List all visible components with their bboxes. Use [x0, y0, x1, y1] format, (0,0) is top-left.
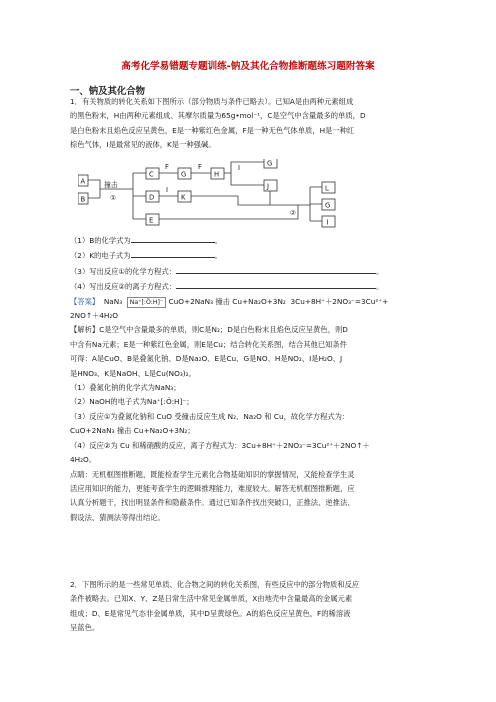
explain-line: 4H₂O。: [70, 455, 97, 465]
subquestion-3: （3）写出反应①的化学方程式： 。: [70, 264, 440, 279]
answer-2: Na⁺[:Ö:H]⁻: [127, 297, 166, 308]
analysis-line: 中含有Na元素；E是一种紫红色金属，则E是Cu；结合转化关系图，结合其他已知条件: [70, 339, 347, 349]
answer-blank[interactable]: [131, 233, 215, 243]
text-line: 呈蓝色。: [70, 623, 100, 633]
subquestion-text: （4）写出反应②的离子方程式：: [70, 282, 177, 292]
text-line: 的黑色粉末，H由两种元素组成、其摩尔质量为65g•mol⁻¹，C是空气中含量最多的单质，D: [70, 111, 366, 121]
text-line: 棕色气体，I是最常见的液体，K是一种强碱。: [70, 140, 216, 150]
explain-line: （2）NaOH的电子式为Na⁺[:Ö:H]⁻；: [70, 397, 194, 407]
node-G-3-label: G: [325, 201, 331, 210]
answer-4: 3Cu+8H⁺＋2NO₃⁻=3Cu²⁺+: [290, 296, 389, 306]
label-impact: 撞击: [104, 181, 118, 189]
node-C-label: C: [149, 170, 154, 179]
label-I: I: [166, 186, 169, 194]
note-line: 认真分析题干，找出明显条件和隐蔽条件。通过已知条件找出突破口，正推法、逆推法、: [70, 498, 355, 508]
label-I-2: I: [238, 164, 241, 172]
node-G-2-label: G: [267, 159, 273, 168]
subquestion-text: （2）K的电子式为: [70, 251, 131, 261]
node-H-label: H: [214, 170, 220, 179]
node-J: [264, 180, 277, 191]
label-F-2: F: [198, 163, 202, 171]
node-B-label: B: [80, 195, 86, 204]
note-line: 活应用知识的能力，更能考查学生的逻辑推理能力，难度较大。解答无机框图推断题，应: [70, 483, 355, 493]
text-line: 条件被略去。已知X、Y、Z是日常生活中常见金属单质，X由地壳中含量最高的金属元素: [70, 594, 353, 604]
subquestion-1: （1）B的化学式为 。: [70, 233, 440, 248]
page-title: 高考化学易错题专题训练-钠及其化合物推断题练习题附答案: [121, 61, 375, 72]
analysis-line: 可得：A是CuO、B是叠氮化钠、D是Na₂O、E是Cu、G是NO、H是NO₂、I是H₂O、J: [70, 354, 343, 364]
label-F: F: [165, 163, 169, 171]
branch-CDE: [133, 173, 146, 219]
explain-line: （4）反应②为 Cu 和稀硝酸的反应，离子方程式为：3Cu+8H⁺＋2NO₃⁻=3Cu²⁺＋2NO↑＋: [70, 440, 370, 450]
answer-line: [70, 295, 440, 309]
subquestion-4: （4）写出反应②的离子方程式： 。: [70, 279, 440, 294]
explain-line: （3）反应①为叠氮化钠和 CuO 受撞击反应生成 N₂、Na₂O 和 Cu，故化学方程式为：: [70, 411, 350, 421]
subquestion-2: （2）K的电子式为 。: [70, 248, 440, 263]
section-heading: 一、钠及其化合物: [70, 86, 146, 97]
arrow-H-JG: [224, 162, 264, 185]
node-L-label: L: [325, 184, 329, 193]
analysis-line: 【解析】C是空气中含量最多的单质，则C是N₂；D是白色粉末且焰色反应呈黄色，则D: [70, 325, 348, 335]
subquestion-text: （1）B的化学式为: [70, 236, 131, 245]
node-G-label: G: [181, 170, 187, 179]
node-K-label: K: [181, 193, 186, 202]
explain-line: CuO+2NaN₃ 撞击 Cu+Na₂O+3N₂；: [70, 426, 195, 436]
answer-blank[interactable]: [176, 264, 376, 274]
node-D-label: D: [149, 193, 155, 202]
node-I-label: I: [326, 218, 329, 227]
text-line: 1．有关物质的转化关系如下图所示（部分物质与条件已略去）。已知A是由两种元素组成: [70, 97, 354, 106]
text-line: 是白色粉末且焰色反应呈黄色，E是一种紫红色金属，F是一种无色气体单质，H是一种红: [70, 125, 355, 135]
node-E-label: E: [149, 216, 154, 225]
node-J-label: J: [267, 182, 270, 191]
note-line: 假设法、猜测法等得出结论。: [70, 512, 165, 522]
analysis-line: 是HNO₃、K是NaOH、L是Cu(NO₃)₂。: [70, 368, 196, 378]
subquestion-text: （3）写出反应①的化学方程式：: [70, 266, 177, 276]
branch-LGI: [298, 187, 322, 221]
answer-3: CuO+2NaN₃ 撞击 Cu+Na₂O+3N₂: [168, 296, 286, 306]
reaction-flow-diagram: [78, 159, 344, 229]
question-1-subquestions: [70, 233, 440, 525]
explain-line: （1）叠氮化钠的化学式为NaN₃；: [70, 383, 181, 393]
label-reaction-2: ②: [290, 209, 297, 217]
node-A-label: A: [80, 177, 86, 186]
question-1-stem: [70, 95, 440, 153]
text-line: 2．下图所示的是一些常见单质、化合物之间的转化关系图，有些反应中的部分物质和反应: [70, 580, 360, 589]
text-line: 组成；D、E是常见气态非金属单质，其中D呈黄绿色。A的焰色反应呈黄色，F的稀溶液: [70, 608, 351, 618]
label-reaction-1: ①: [110, 194, 117, 202]
answer-tag: 【答案】: [70, 296, 100, 306]
answer-1: NaN₃: [103, 296, 123, 306]
answer-blank[interactable]: [176, 279, 376, 289]
question-2-stem: [70, 578, 440, 636]
answer-blank[interactable]: [131, 248, 215, 258]
answer-5: 2NO↑＋4H₂O: [70, 311, 119, 321]
note-line: 点睛：无机框图推断题，既能检查学生元素化合物基础知识的掌握情况，又能检查学生灵: [70, 469, 355, 479]
